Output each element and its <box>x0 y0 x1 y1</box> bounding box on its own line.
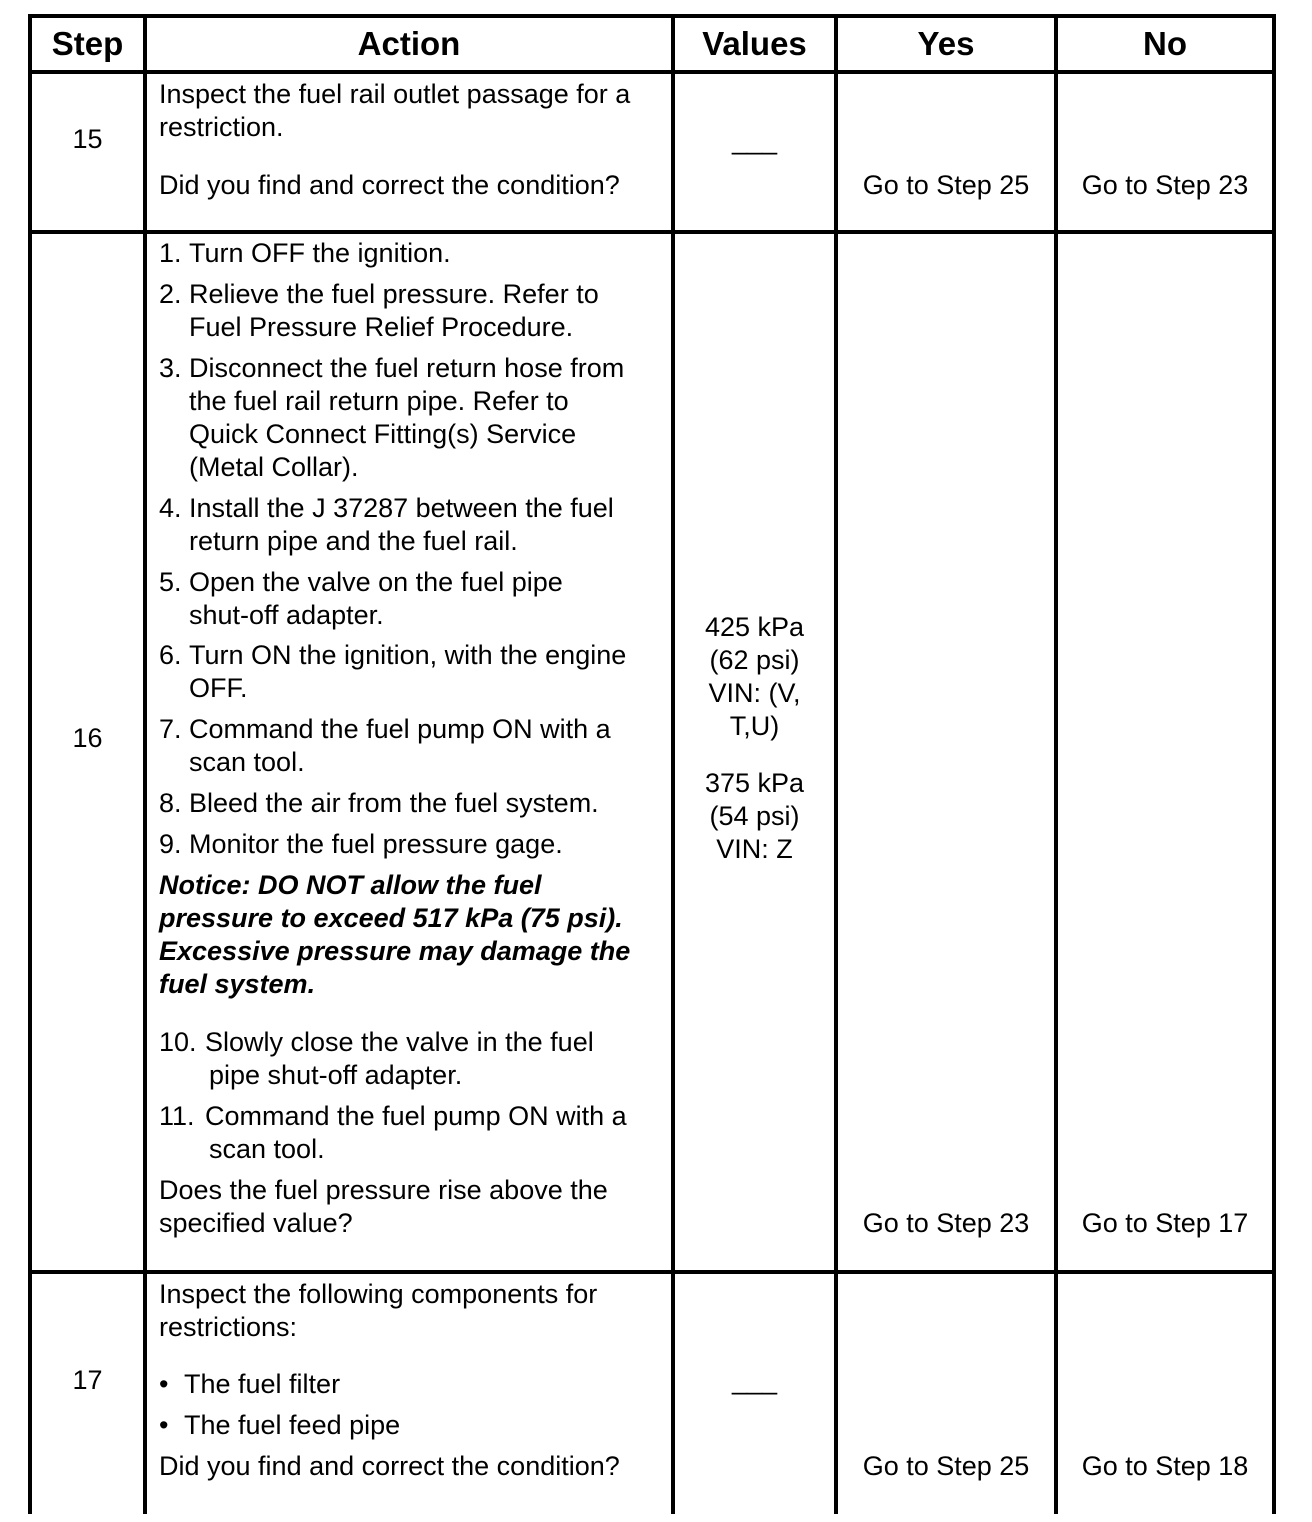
header-action-label: Action <box>357 25 461 62</box>
item-number: 9. <box>159 829 182 859</box>
action-question: Did you find and correct the condition? <box>159 170 620 200</box>
header-no-label: No <box>1143 25 1187 62</box>
item-text: scan tool. <box>189 747 305 777</box>
notice-line: Excessive pressure may damage the <box>159 936 631 966</box>
value-line: T,U) <box>729 711 780 741</box>
list-item <box>159 237 451 270</box>
yes-link[interactable]: Go to Step 25 <box>862 170 1030 200</box>
item-text: Disconnect the fuel return hose from <box>189 353 625 383</box>
item-text: Turn ON the ignition, with the engine <box>189 640 627 670</box>
item-number: 5. <box>159 567 182 597</box>
item-text: Slowly close the valve in the fuel <box>205 1027 594 1057</box>
values-placeholder: ___ <box>731 1365 778 1395</box>
list-item <box>159 713 611 779</box>
item-number: 8. <box>159 788 182 818</box>
item-text: Command the fuel pump ON with a <box>205 1101 627 1131</box>
table-row-step-17 <box>28 1274 1276 1514</box>
action-line: restrictions: <box>159 1312 298 1342</box>
action-cell: Inspect the following components for restrictions: • The fuel filter • The fuel feed pipe Did you find and correct the condition? <box>143 1274 671 1514</box>
item-text: (Metal Collar). <box>189 452 359 482</box>
action-cell <box>143 74 671 230</box>
no-link[interactable]: Go to Step 23 <box>1081 170 1249 200</box>
item-text: Monitor the fuel pressure gage. <box>189 829 563 859</box>
step-number: 17 <box>72 1365 103 1395</box>
step-number: 15 <box>72 124 103 154</box>
yes-cell <box>834 234 1054 1270</box>
item-text: Command the fuel pump ON with a <box>189 714 611 744</box>
list-item <box>159 639 626 705</box>
list-item <box>159 828 563 861</box>
value-line: (54 psi) <box>709 801 800 831</box>
item-text: shut-off adapter. <box>189 600 384 630</box>
no-link[interactable]: Go to Step 17 <box>1081 1208 1249 1238</box>
action-question: specified value? <box>159 1208 353 1238</box>
action-line: Inspect the fuel rail outlet passage for a <box>159 79 631 109</box>
step-cell <box>28 74 143 230</box>
action-line: restriction. <box>159 112 284 142</box>
item-number: 7. <box>159 714 182 744</box>
item-number: 1. <box>159 238 182 268</box>
list-item <box>159 1100 627 1166</box>
action-question: Does the fuel pressure rise above the <box>159 1175 608 1205</box>
value-line: (62 psi) <box>709 645 800 675</box>
yes-link[interactable]: Go to Step 25 <box>862 1451 1030 1481</box>
list-item <box>159 566 563 632</box>
diagnostic-table <box>28 14 1276 1514</box>
values-cell <box>671 1274 834 1514</box>
list-item <box>159 787 599 820</box>
item-number: 10. <box>159 1027 197 1057</box>
notice-line: fuel system. <box>159 969 316 999</box>
table-row-step-16 <box>28 234 1276 1274</box>
yes-cell <box>834 1274 1054 1514</box>
item-number: 4. <box>159 493 182 523</box>
no-cell <box>1054 1274 1276 1514</box>
header-step <box>28 18 143 70</box>
item-text: pipe shut-off adapter. <box>209 1060 463 1090</box>
value-line: 425 kPa <box>704 612 805 642</box>
step-cell <box>28 234 143 1270</box>
item-text: Fuel Pressure Relief Procedure. <box>189 312 574 342</box>
item-text: Bleed the air from the fuel system. <box>189 788 599 818</box>
item-text: Relieve the fuel pressure. Refer to <box>189 279 599 309</box>
no-cell <box>1054 74 1276 230</box>
value-line: VIN: Z <box>716 834 793 864</box>
action-cell <box>143 234 671 1270</box>
item-text: Install the J 37287 between the fuel <box>189 493 614 523</box>
header-values <box>671 18 834 70</box>
list-item <box>159 352 624 484</box>
header-values-label: Values <box>702 25 807 62</box>
item-text: Open the valve on the fuel pipe <box>189 567 563 597</box>
values-cell <box>671 234 834 1270</box>
item-number: 6. <box>159 640 182 670</box>
item-number: 2. <box>159 279 182 309</box>
yes-cell <box>834 74 1054 230</box>
step-cell <box>28 1274 143 1514</box>
bullet-text: The fuel filter <box>184 1369 341 1399</box>
value-line: 375 kPa <box>704 768 805 798</box>
value-line: VIN: (V, <box>708 678 801 708</box>
yes-link[interactable]: Go to Step 23 <box>862 1208 1030 1238</box>
bullet-text: The fuel feed pipe <box>184 1410 401 1440</box>
list-item <box>159 492 614 558</box>
action-line: Inspect the following components for <box>159 1279 598 1309</box>
values-cell <box>671 74 834 230</box>
list-item <box>159 278 599 344</box>
item-text: the fuel rail return pipe. Refer to <box>189 386 569 416</box>
table-header <box>28 14 1276 74</box>
notice-line: Notice: DO NOT allow the fuel <box>159 870 542 900</box>
item-text: OFF. <box>189 673 248 703</box>
header-action <box>143 18 671 70</box>
table-row-step-15 <box>28 74 1276 234</box>
item-number: 3. <box>159 353 182 383</box>
header-yes <box>834 18 1054 70</box>
header-no <box>1054 18 1276 70</box>
values-placeholder: ___ <box>731 125 778 155</box>
item-text: scan tool. <box>209 1134 325 1164</box>
item-text: return pipe and the fuel rail. <box>189 526 518 556</box>
header-step-label: Step <box>51 25 124 62</box>
no-link[interactable]: Go to Step 18 <box>1081 1451 1249 1481</box>
header-yes-label: Yes <box>917 25 975 62</box>
item-text: Quick Connect Fitting(s) Service <box>189 419 577 449</box>
notice-line: pressure to exceed 517 kPa (75 psi). <box>159 903 623 933</box>
step-number: 16 <box>72 723 103 753</box>
action-question: Did you find and correct the condition? <box>159 1451 620 1481</box>
item-text: Turn OFF the ignition. <box>189 238 451 268</box>
item-number: 11. <box>159 1101 195 1131</box>
no-cell <box>1054 234 1276 1270</box>
list-item <box>159 1026 594 1092</box>
